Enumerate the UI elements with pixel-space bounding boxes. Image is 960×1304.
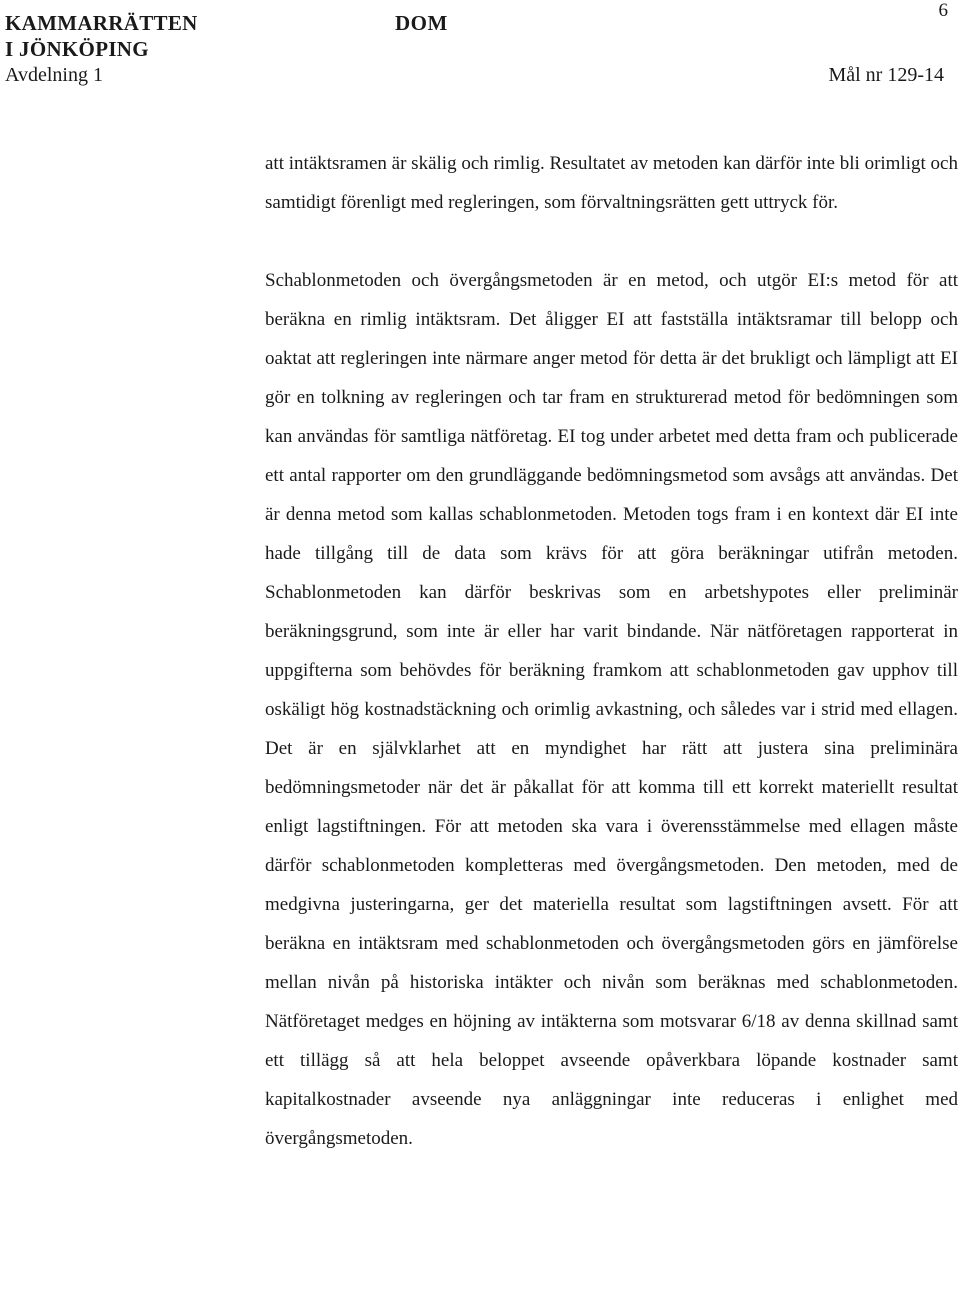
body-paragraph-1: att intäktsramen är skälig och rimlig. Resultatet av metoden kan därför inte bli orimligt och samtidigt förenligt med regleringen, som förvaltningsrätten gett uttryck för.: [265, 153, 958, 213]
court-name-line2: I JÖNKÖPING: [5, 37, 149, 61]
division-label: Avdelning 1: [5, 64, 103, 86]
document-type: DOM: [395, 11, 448, 35]
document-body: [265, 144, 958, 1158]
court-name: [5, 10, 198, 62]
body-paragraph-2: Schablonmetoden och övergångsmetoden är en metod, och utgör EI:s metod för att beräkna en rimlig intäktsram. Det åligger EI att fastställa intäktsramar till belopp och oaktat att regleringen inte närmare anger metod för detta är det brukligt och lämpligt att EI gör en tolkning av regleringen och tar fram en strukturerad metod för bedömningen som kan användas för samtliga nätföretag. EI tog under arbetet med detta fram och publicerade ett antal rapporter om den grundläggande bedömningsmetod som avsågs att användas. Det är denna metod som kallas schablonmetoden. Metoden togs fram i en kontext där EI inte hade tillgång till de data som krävs för att göra beräkningar utifrån metoden. Schablonmetoden kan därför beskrivas som en arbetshypotes eller preliminär beräkningsgrund, som inte är eller har varit bindande. När nätföretagen rapporterat in uppgifterna som behövdes för beräkning framkom att schablonmetoden gav upphov till oskäligt hög kostnadstäckning och orimlig avkastning, och således var i strid med ellagen. Det är en självklarhet att en myndighet har rätt att justera sina preliminära bedömningsmetoder när det är påkallat för att komma till ett korrekt materiellt resultat enligt lagstiftningen. För att metoden ska vara i överensstämmelse med ellagen måste därför schablonmetoden kompletteras med övergångsmetoden. Den metoden, med de medgivna justeringarna, ger det materiella resultat som lagstiftningen avsett. För att beräkna en intäktsram med schablonmetoden och övergångsmetoden görs en jämförelse mellan nivån på historiska intäkter och nivån som beräknas med schablonmetoden. Nätföretaget medges en höjning av intäkterna som motsvarar 6/18 av denna skillnad samt ett tillägg så att hela beloppet avseende opåverkbara löpande kostnader samt kapitalkostnader avseende nya anläggningar inte reduceras i enlighet med övergångsmetoden.: [265, 270, 958, 1149]
page-number: 6: [938, 0, 948, 21]
case-number: Mål nr 129-14: [828, 64, 944, 86]
court-name-line1: KAMMARRÄTTEN: [5, 11, 198, 35]
